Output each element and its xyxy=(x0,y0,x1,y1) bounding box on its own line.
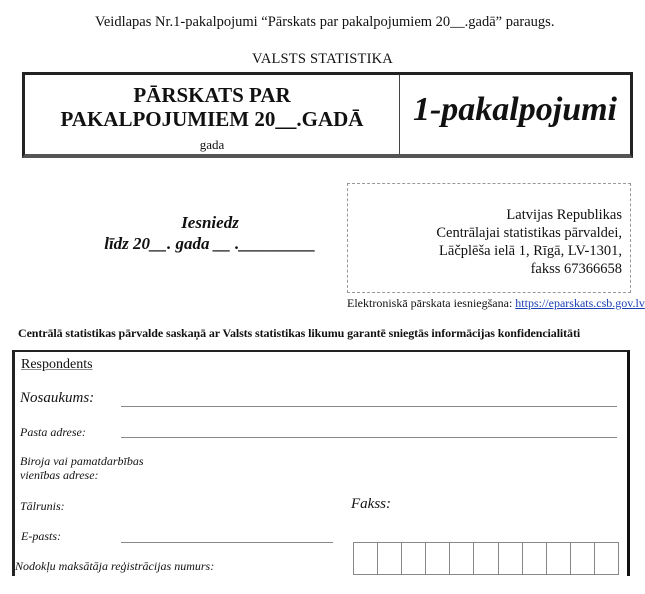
electronic-submission xyxy=(347,296,645,311)
confidentiality-note: Centrālā statistikas pārvalde saskaņā ar Valsts statistikas likumu garantē sniegtās informācijas konfidencialitāti xyxy=(18,326,581,340)
recipient-address-box xyxy=(347,183,631,293)
form-reference: Veidlapas Nr.1-pakalpojumi “Pārskats par pakalpojumiem 20__.gadā” paraugs. xyxy=(95,14,555,30)
report-title-line1: PĀRSKATS PAR xyxy=(133,83,291,107)
respondent-form xyxy=(12,350,630,576)
email-label: E-pasts: xyxy=(21,529,61,543)
tax-reg-number-label: Nodokļu maksātāja reģistrācijas numurs: xyxy=(15,559,215,573)
email-field[interactable] xyxy=(121,542,333,543)
submit-label: Iesniedz xyxy=(181,213,239,232)
report-title-box xyxy=(22,72,633,158)
address-line: Latvijas Republikas xyxy=(506,207,622,223)
recipient-address xyxy=(436,206,622,278)
tax-reg-number-cells xyxy=(353,542,619,575)
phone-field[interactable] xyxy=(121,496,341,514)
digit-cell[interactable] xyxy=(354,543,378,574)
eparskats-link[interactable]: https://eparskats.csb.gov.lv xyxy=(515,296,645,310)
digit-cell[interactable] xyxy=(499,543,523,574)
digit-cell[interactable] xyxy=(595,543,619,574)
office-address-label-line1: Biroja vai pamatdarbības xyxy=(20,454,144,468)
digit-cell[interactable] xyxy=(547,543,571,574)
electronic-submission-label: Elektroniskā pārskata iesniegšana: xyxy=(347,296,516,310)
phone-label: Tālrunis: xyxy=(20,499,65,513)
form-code: 1-pakalpojumi xyxy=(412,91,618,128)
digit-cell[interactable] xyxy=(378,543,402,574)
report-title xyxy=(25,83,399,131)
report-title-sub: gada xyxy=(199,137,225,152)
digit-cell[interactable] xyxy=(571,543,595,574)
address-line: fakss 67366658 xyxy=(530,261,622,277)
report-title-line2: PAKALPOJUMIEM 20__.GADĀ xyxy=(60,107,364,131)
office-address-field[interactable] xyxy=(121,454,617,482)
deadline-text: līdz 20__. gada __ ._________ xyxy=(104,234,316,253)
digit-cell[interactable] xyxy=(474,543,498,574)
address-line: Centrālajai statistikas pārvaldei, xyxy=(436,225,622,241)
name-field[interactable] xyxy=(121,406,617,407)
address-line: Lāčplēša ielā 1, Rīgā, LV-1301, xyxy=(439,243,622,259)
fax-field[interactable] xyxy=(405,496,615,514)
postal-address-label: Pasta adrese: xyxy=(20,425,86,439)
office-address-label-line2: vienības adrese: xyxy=(20,468,99,482)
postal-address-field[interactable] xyxy=(121,437,617,438)
digit-cell[interactable] xyxy=(426,543,450,574)
agency-label: VALSTS STATISTIKA xyxy=(252,51,393,67)
digit-cell[interactable] xyxy=(450,543,474,574)
fax-label: Fakss: xyxy=(351,496,391,512)
respondents-section-title: Respondents xyxy=(21,357,93,372)
submission-deadline xyxy=(95,212,325,254)
digit-cell[interactable] xyxy=(402,543,426,574)
digit-cell[interactable] xyxy=(523,543,547,574)
name-label: Nosaukums: xyxy=(20,390,95,406)
